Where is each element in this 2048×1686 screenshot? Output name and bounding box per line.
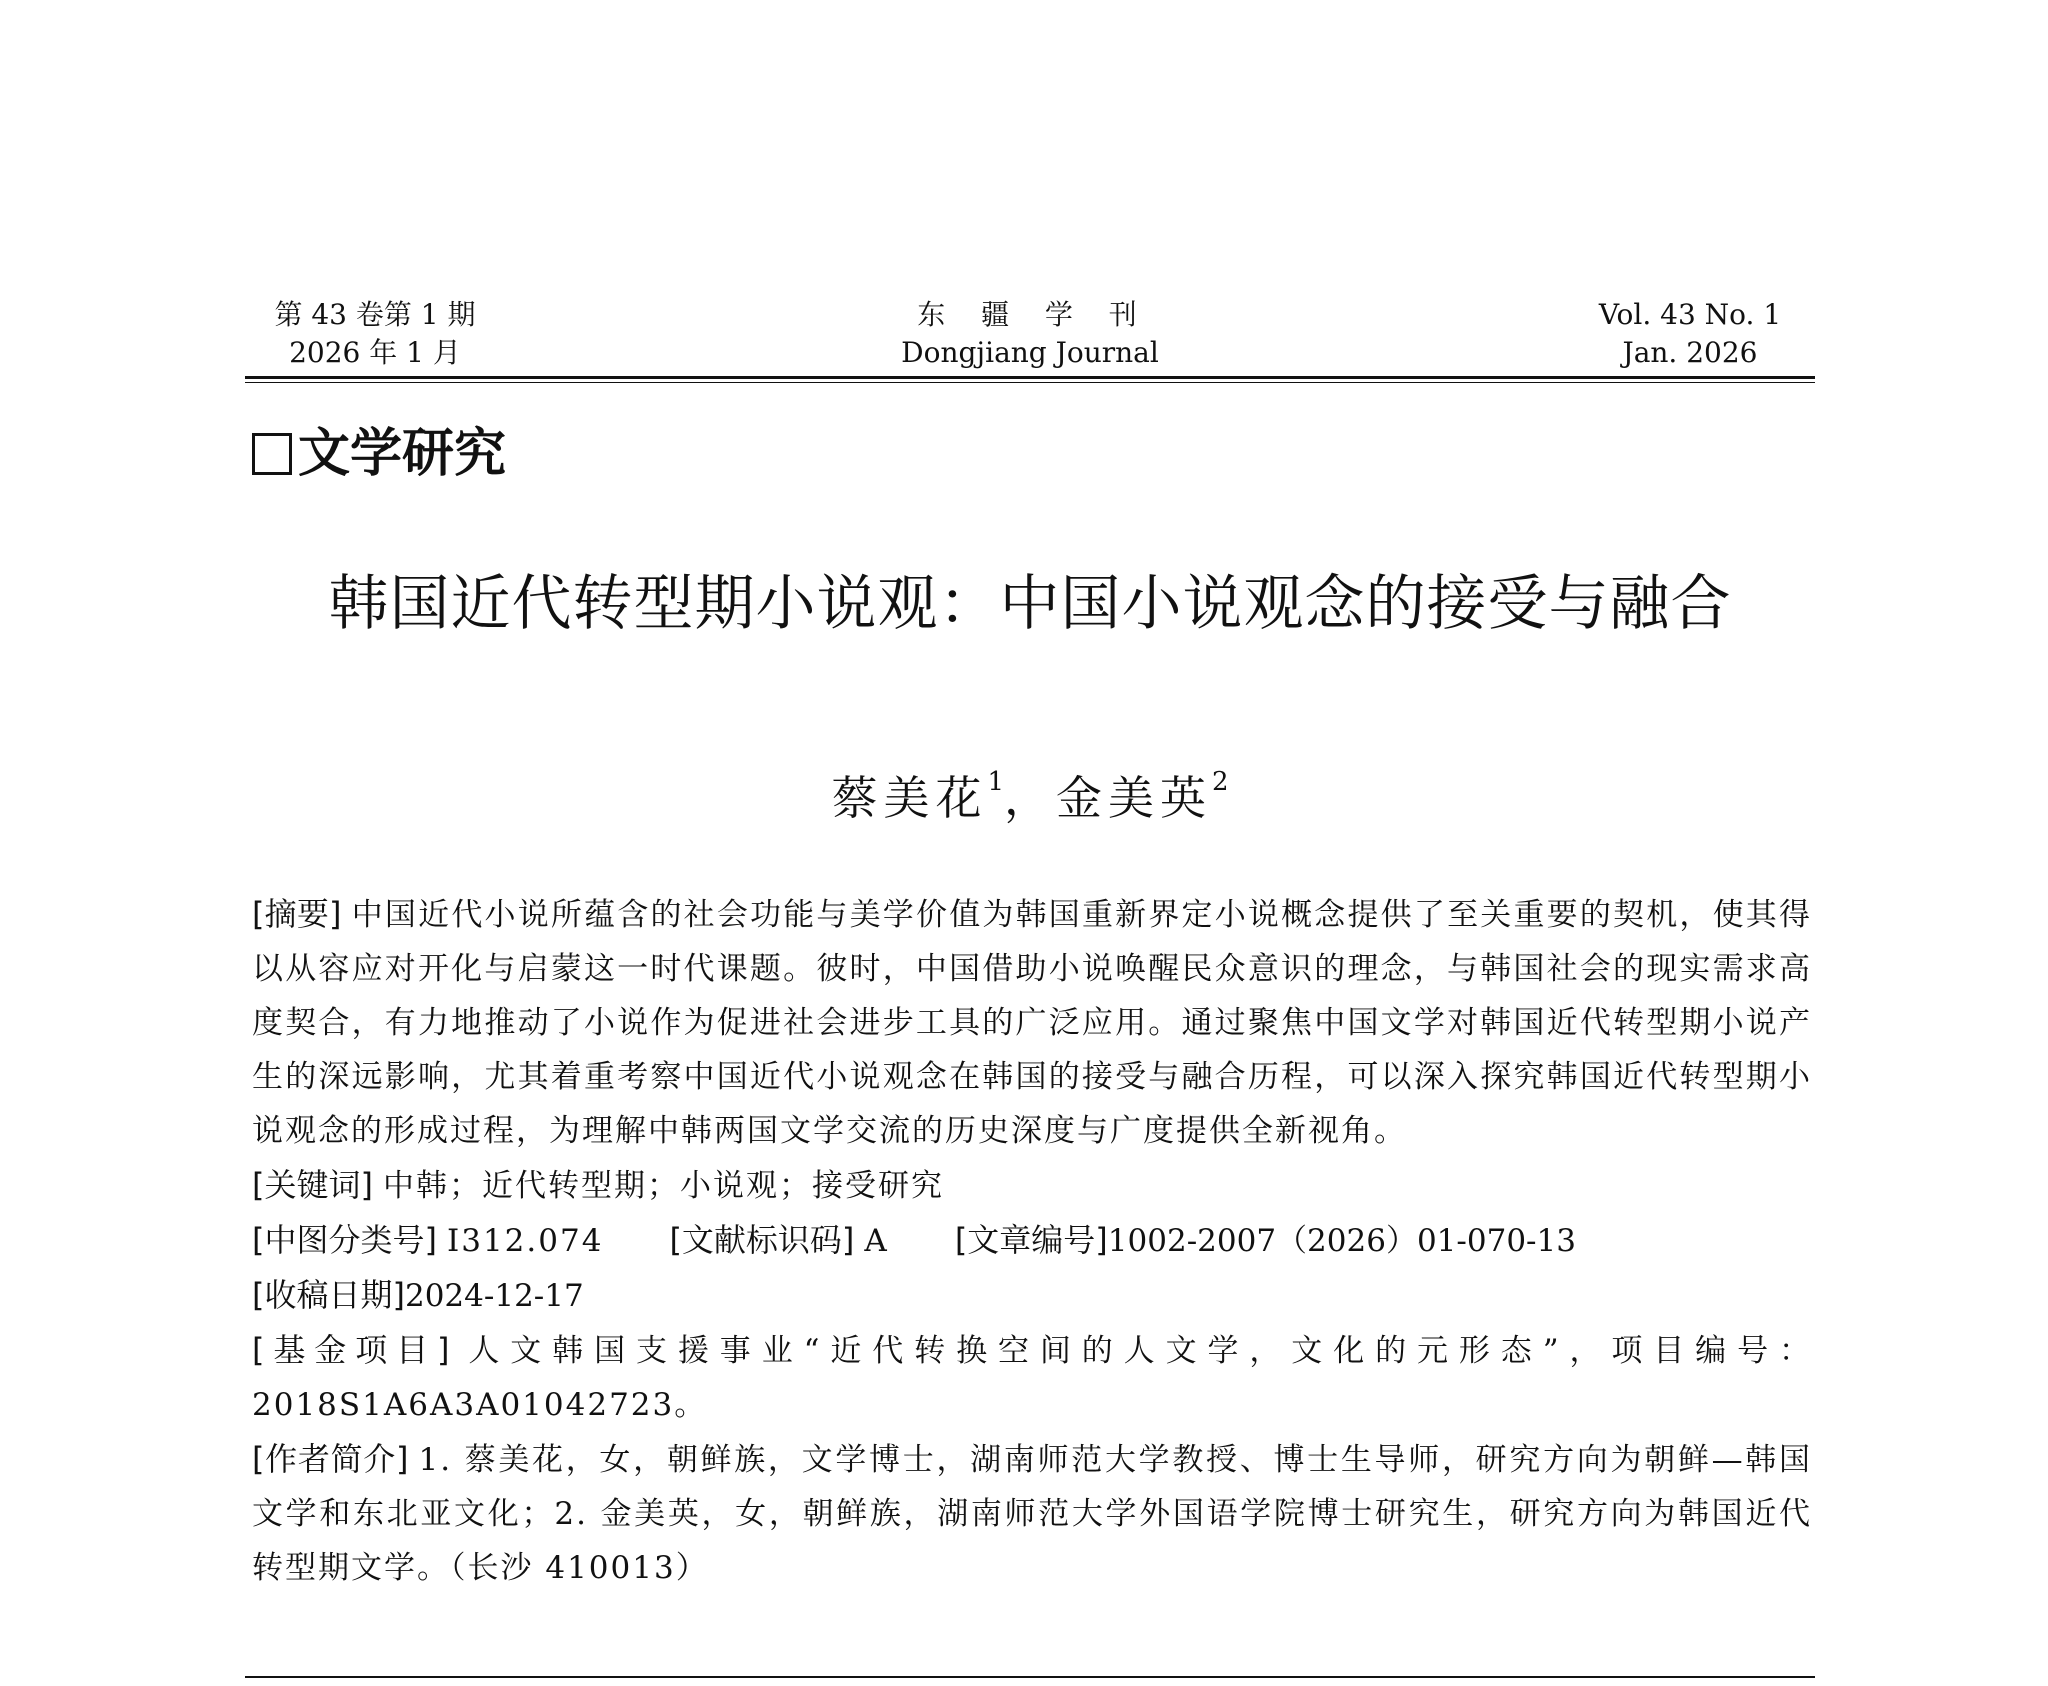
header-journal-en: Dongjiang Journal: [901, 336, 1159, 369]
clc-value: I312.074: [446, 1223, 604, 1259]
author-1-affiliation: 1: [987, 767, 1004, 797]
header-date-en: Jan. 2026: [1622, 336, 1758, 369]
fund-text: 人文韩国支援事业“近代转换空间的人文学，文化的元形态”，项目编号：2018S1A6A3A01042723。: [252, 1333, 1812, 1423]
classification-row: [252, 1213, 1812, 1268]
clc-item: [252, 1213, 603, 1268]
received-label: [收稿日期]: [252, 1276, 405, 1314]
author-bio-label: [作者简介]: [252, 1440, 409, 1478]
fund-info: [252, 1323, 1812, 1432]
header-rule: [245, 376, 1815, 379]
fund-label: [基金项目]: [252, 1331, 450, 1369]
received-value: 2024-12-17: [404, 1278, 584, 1314]
section-label: 文学研究: [298, 424, 507, 484]
doc-code-label: [文献标识码]: [669, 1221, 855, 1259]
keywords-text: 中韩；近代转型期；小说观；接受研究: [382, 1168, 944, 1204]
doc-code-value: A: [864, 1223, 889, 1259]
author-separator: ，: [1004, 771, 1056, 825]
article-title: 韩国近代转型期小说观：中国小说观念的接受与融合: [328, 569, 1732, 639]
header-volume-issue: 第 43 卷第 1 期: [274, 298, 476, 331]
author-bio-text: 1. 蔡美花，女，朝鲜族，文学博士，湖南师范大学教授、博士生导师，研究方向为朝鲜—韩国文学和东北亚文化；2. 金美英，女，朝鲜族，湖南师范大学外国语学院博士研究生，研究方向为韩国近代转型期文学。（长沙 410013）: [252, 1442, 1812, 1586]
header-rule-thin: [245, 382, 1815, 383]
keywords-label: [关键词]: [252, 1166, 373, 1204]
abstract-label: [摘要]: [252, 895, 342, 933]
header-vol-no: Vol. 43 No. 1: [1598, 298, 1782, 331]
keywords: [252, 1158, 1812, 1213]
article-number-value: 1002-2007（2026）01-070-13: [1107, 1223, 1576, 1259]
abstract: [252, 887, 1812, 1158]
footnote-rule: [245, 1676, 1815, 1678]
author-2: 金美英: [1056, 771, 1212, 825]
clc-label: [中图分类号]: [252, 1221, 437, 1259]
header-date-cn: 2026 年 1 月: [289, 336, 461, 369]
section-box-icon: [252, 433, 292, 475]
article-metadata: [252, 887, 1812, 1595]
header-journal-name: [860, 296, 1200, 372]
article-number-item: [955, 1223, 1576, 1259]
author-bio: [252, 1432, 1812, 1595]
author-2-affiliation: 2: [1212, 767, 1229, 797]
doc-code-item: [669, 1213, 888, 1268]
article-number-label: [文章编号]: [954, 1221, 1108, 1259]
header-issue: [255, 296, 495, 372]
abstract-text: 中国近代小说所蕴含的社会功能与美学价值为韩国重新界定小说概念提供了至关重要的契机，使其得以从容应对开化与启蒙这一时代课题。彼时，中国借助小说唤醒民众意识的理念，与韩国社会的现实需求高度契合，有力地推动了小说作为促进社会进步工具的广泛应用。通过聚焦中国文学对韩国近代转型期小说产生的深远影响，尤其着重考察中国近代小说观念在韩国的接受与融合历程，可以深入探究韩国近代转型期小说观念的形成过程，为理解中韩两国文学交流的历史深度与广度提供全新视角。: [252, 897, 1812, 1149]
header-volume-en: [1570, 296, 1810, 372]
received-date: [252, 1268, 1812, 1323]
header-journal-cn: 东 疆 学 刊: [917, 298, 1143, 331]
author-1: 蔡美花: [831, 771, 988, 825]
section-heading: [252, 424, 506, 484]
author-line: [245, 752, 1815, 828]
